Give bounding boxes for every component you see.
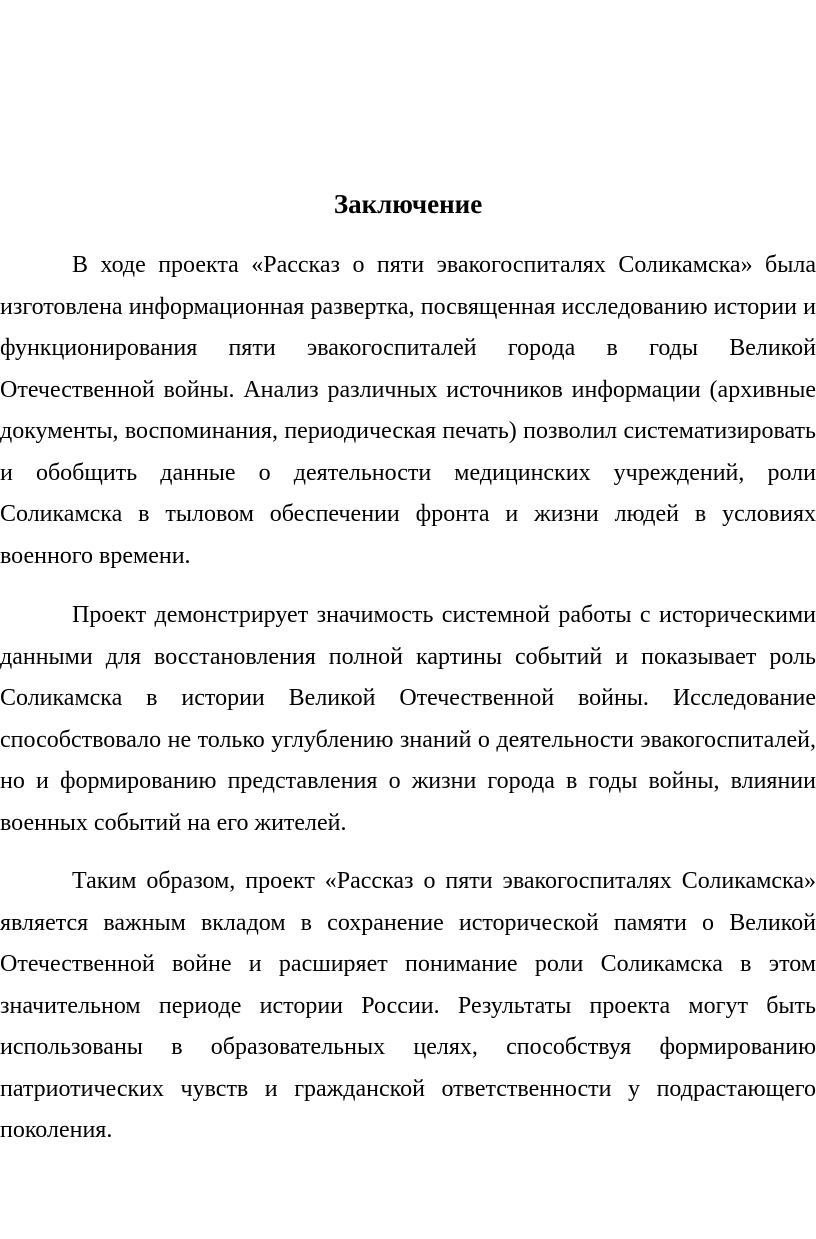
page-title: Заключение <box>333 189 483 219</box>
paragraph-1: В ходе проекта «Рассказ о пяти эвакогоспиталях Соликамска» была изготовлена информационная развертка, посвященная исследованию истории и функционирования пяти эвакогоспиталей города в годы Великой Отечественной войны. Анализ различных источников информации (архивные документы, воспоминания, периодическая печать) позволил систематизировать и обобщить данные о деятельности медицинских учреждений, роли Соликамска в тыловом обеспечении фронта и жизни людей в условиях военного времени. <box>0 252 816 569</box>
paragraph-2: Проект демонстрирует значимость системной работы с историческими данными для восстановления полной картины событий и показывает роль Соликамска в истории Великой Отечественной войны. Исследование способствовало не только углублению знаний о деятельности эвакогоспиталей, но и формированию представления о жизни города в годы войны, влиянии военных событий на его жителей. <box>0 602 816 836</box>
paragraph-3: Таким образом, проект «Рассказ о пяти эвакогоспиталях Соликамска» является важным вкладом в сохранение исторической памяти о Великой Отечественной войне и расширяет понимание роли Соликамска в этом значительном периоде истории России. Результаты проекта могут быть использованы в образовательных целях, способствуя формированию патриотических чувств и гражданской ответственности у подрастающего поколения. <box>0 868 816 1143</box>
